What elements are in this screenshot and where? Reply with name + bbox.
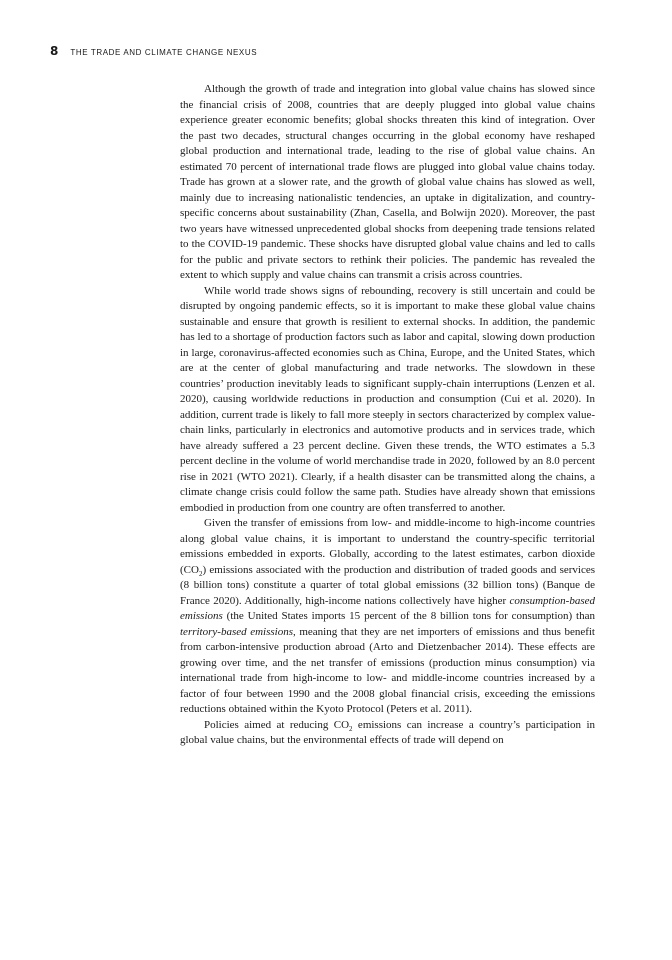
body-text: [180, 82, 595, 749]
running-title: THE TRADE AND CLIMATE CHANGE NEXUS: [70, 48, 258, 57]
paragraph-3: [180, 516, 595, 718]
paragraph-4-text-a: Policies aimed at reducing CO: [204, 718, 350, 731]
paragraph-4: [180, 718, 595, 749]
paragraph-2: While world trade shows signs of rebounding, recovery is still uncertain and could be disrupted by ongoing pandemic effects, so it is important to make these global value chains sustainable and ensure that growth is resilient to external shocks. In addition, the pandemic has led to a shortage of production factors such as labor and capital, slowing down production in large, coronavirus-affected economies such as China, Europe, and the United States, which are at the center of global manufacturing and trade networks. The slowdown in these countries’ production inevitably leads to significant supply-chain interruptions (Lenzen et al. 2020), causing worldwide reductions in production and consumption (Cui et al. 2020). In addition, current trade is likely to fall more steeply in sectors characterized by complex value-chain links, particularly in electronics and automotive products and in services trade, which have already suffered a 23 percent decline. Given these trends, the WTO estimates a 5.3 percent decline in the volume of world merchandise trade in 2020, followed by an 8.0 percent rise in 2021 (WTO 2021). Clearly, if a health disaster can be transmitted along the chains, a climate change crisis could follow the same path. Studies have already shown that emissions embodied in production from one country are often transferred to another.: [180, 284, 595, 514]
paragraph-3-text-c: (the United States imports 15 percent of the 8 billion tons for consumption) than: [222, 610, 595, 622]
co2-subscript: 2: [349, 724, 353, 733]
term-consumption-based-emissions: consumption-based emissions: [180, 594, 595, 622]
running-head: [50, 44, 257, 60]
paragraph-3-text-b: ) emissions associated with the production and distribution of traded goods and services (8 billion tons) constitute a quarter of total global emissions (32 billion tons) (Banque de France 2020). Additionally, high-income nations collectively have higher: [180, 563, 595, 607]
page-number: 8: [50, 44, 59, 58]
co2-subscript: 2: [198, 569, 203, 578]
paragraph-4-text-b: emissions can increase a country’s participation in global value chains, but the environmental effects of trade will depend on: [180, 718, 595, 746]
paragraph-3-text-d: , meaning that they are net importers of emissions and thus benefit from carbon-intensive production abroad (Arto and Dietzenbacher 2014). These effects are growing over time, and the net transfer of emissions (production minus consumption) via international trade from high-income to low- and middle-income countries increased by a factor of four between 1990 and the 2008 global financial crisis, exceeding the emissions reductions obtained within the Kyoto Protocol (Peters et al. 2011).: [180, 625, 595, 715]
term-territory-based-emissions: territory-based emissions: [180, 625, 293, 638]
paragraph-3-text-a: Given the transfer of emissions from low- and middle-income to high-income countries along global value chains, it is important to understand the country-specific territorial emissions embedded in exports. Globally, according to the latest estimates, carbon dioxide (CO: [180, 517, 595, 576]
paragraph-1: Although the growth of trade and integration into global value chains has slowed since the financial crisis of 2008, countries that are deeply plugged into global value chains experience greater economic benefits; global shocks threaten this kind of integration. Over the past two decades, structural changes occurring in the global economy have reshaped global production and international trade, leading to the rise of global value chains. An estimated 70 percent of international trade flows are plugged into global value chains today. Trade has grown at a slower rate, and the growth of global value chains has slowed as well, mainly due to increasing nationalistic tendencies, an uptake in digitalization, and country-specific concerns about sustainability (Zhan, Casella, and Bolwijn 2020). Moreover, the past two years have witnessed unprecedented global shocks from deepening trade tensions related to the COVID-19 pandemic. These shocks have disrupted global value chains and led to calls for the public and private sectors to rethink their policies. The pandemic has revealed the extent to which supply and value chains can transmit a crisis across countries.: [180, 83, 595, 281]
